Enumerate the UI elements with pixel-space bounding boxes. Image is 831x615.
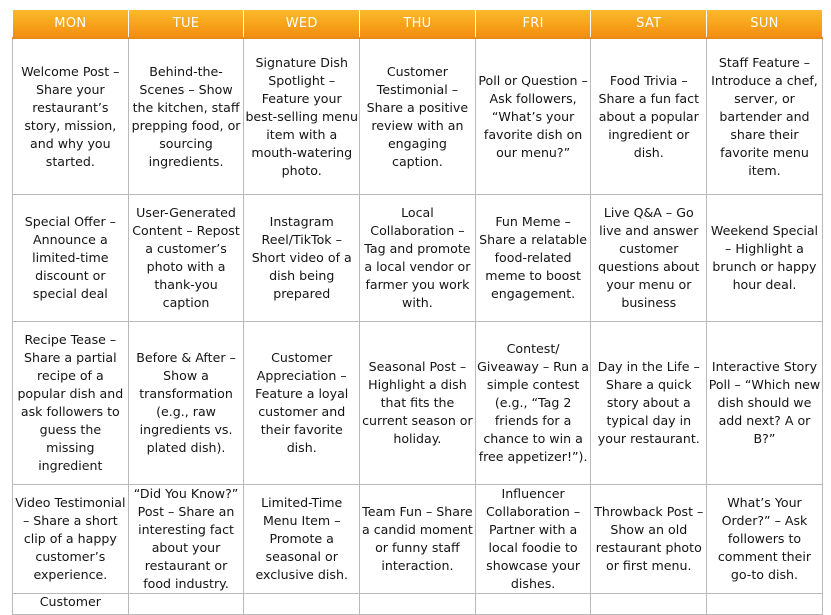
day-header-tue: TUE [128,10,244,38]
calendar-cell: Recipe Tease – Share a partial recipe of a popular dish and ask followers to guess the missing ingredient [13,322,129,485]
calendar-cell: Seasonal Post – Highlight a dish that fits the current season or holiday. [360,322,476,485]
calendar-cell: Local Collaboration – Tag and promote a local vendor or farmer you work with. [360,195,476,322]
calendar-cell: Customer Appreciation – Feature a loyal customer and their favorite dish. [244,322,360,485]
calendar-cell [360,594,476,615]
calendar-cell: Special Offer – Announce a limited-time discount or special deal [13,195,129,322]
day-header-mon: MON [13,10,129,38]
calendar-cell [475,594,591,615]
calendar-cell: Influencer Collaboration – Partner with a local foodie to showcase your dishes. [475,485,591,594]
calendar-cell: Interactive Story Poll – “Which new dish should we add next? A or B?” [707,322,823,485]
calendar-cell: Fun Meme – Share a relatable food-related meme to boost engagement. [475,195,591,322]
calendar-cell: What’s Your Order?” – Ask followers to comment their go-to dish. [707,485,823,594]
calendar-cell: Day in the Life – Share a quick story about a typical day in your restaurant. [591,322,707,485]
calendar-cell: Team Fun – Share a candid moment or funny staff interaction. [360,485,476,594]
calendar-cell: Weekend Special – Highlight a brunch or happy hour deal. [707,195,823,322]
calendar-cell: Customer Testimonial – Share a positive review with an engaging caption. [360,38,476,195]
day-header-fri: FRI [475,10,591,38]
calendar-cell: Throwback Post – Show an old restaurant photo or first menu. [591,485,707,594]
day-header-sat: SAT [591,10,707,38]
calendar-cell: Staff Feature – Introduce a chef, server, or bartender and share their favorite menu item. [707,38,823,195]
calendar-cell: Before & After – Show a transformation (e.g., raw ingredients vs. plated dish). [128,322,244,485]
week-row-4 [13,485,823,594]
day-header-thu: THU [360,10,476,38]
week-row-5-partial [13,594,823,615]
day-header-wed: WED [244,10,360,38]
week-row-1 [13,38,823,195]
calendar-cell: “Did You Know?” Post – Share an interesting fact about your restaurant or food industry. [128,485,244,594]
calendar-cell: Welcome Post – Share your restaurant’s story, mission, and why you started. [13,38,129,195]
partial-cell-text: Customer [39,594,101,609]
calendar-cell: Poll or Question – Ask followers, “What’s your favorite dish on our menu?” [475,38,591,195]
calendar-cell: Signature Dish Spotlight – Feature your best-selling menu item with a mouth-watering photo. [244,38,360,195]
week-row-2 [13,195,823,322]
calendar-cell: Behind-the-Scenes – Show the kitchen, staff prepping food, or sourcing ingredients. [128,38,244,195]
day-header-row [13,10,823,38]
calendar-cell: Limited-Time Menu Item – Promote a seasonal or exclusive dish. [244,485,360,594]
week-row-3 [13,322,823,485]
calendar-cell [128,594,244,615]
calendar-cell: Video Testimonial – Share a short clip of a happy customer’s experience. [13,485,129,594]
calendar-cell: Food Trivia – Share a fun fact about a popular ingredient or dish. [591,38,707,195]
calendar-cell: Live Q&A – Go live and answer customer questions about your menu or business [591,195,707,322]
calendar-cell: User-Generated Content – Repost a customer’s photo with a thank-you caption [128,195,244,322]
weekly-calendar-table [12,10,823,615]
calendar-cell [591,594,707,615]
calendar-cell [244,594,360,615]
day-header-sun: SUN [707,10,823,38]
calendar-cell [13,594,129,615]
content-calendar [12,10,822,615]
calendar-cell [707,594,823,615]
calendar-cell: Instagram Reel/TikTok – Short video of a dish being prepared [244,195,360,322]
calendar-cell: Contest/ Giveaway – Run a simple contest (e.g., “Tag 2 friends for a chance to win a free appetizer!”). [475,322,591,485]
